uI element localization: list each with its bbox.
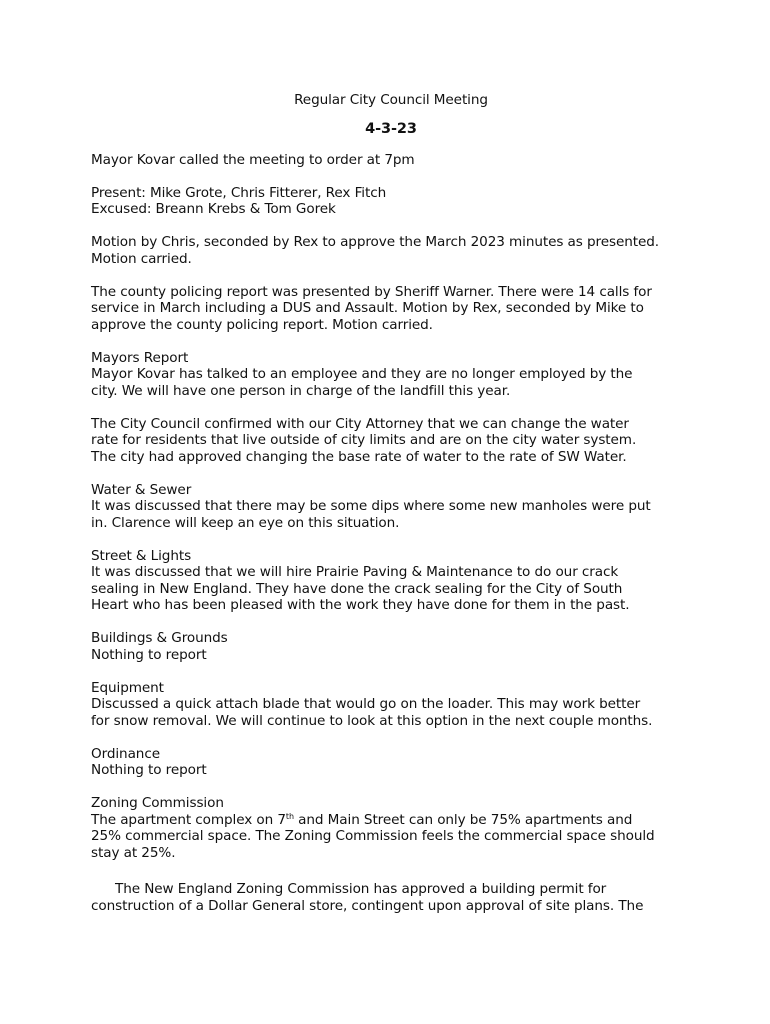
ordinance-heading: Ordinance <box>91 745 160 762</box>
zoning-commission-body <box>91 812 691 862</box>
water-sewer-body: It was discussed that there may be some dips where some new manholes were put in. Clarence will keep an eye on this situation. <box>91 498 651 531</box>
document-page <box>91 92 691 914</box>
water-sewer-heading: Water & Sewer <box>91 481 192 498</box>
zoning-body-rest: and Main Street can only be 75% apartments and 25% commercial space. The Zoning Commission feels the commercial space should stay at 25%. <box>91 811 655 861</box>
ordinal-suffix: th <box>285 811 294 821</box>
attendance-excused: Excused: Breann Krebs & Tom Gorek <box>91 201 336 217</box>
water-rate-paragraph: The City Council confirmed with our City Attorney that we can change the water rate for residents that live outside of city limits and are on the city water system. The city had approved changing the base rate of water to the rate of SW Water. <box>91 415 637 465</box>
buildings-grounds-body: Nothing to report <box>91 646 207 663</box>
call-to-order: Mayor Kovar called the meeting to order at 7pm <box>91 151 415 168</box>
document-title: Regular City Council Meeting <box>294 92 488 108</box>
equipment-body: Discussed a quick attach blade that would go on the loader. This may work better for snow removal. We will continue to look at this option in the next couple months. <box>91 696 653 729</box>
dollar-general-paragraph: The New England Zoning Commission has approved a building permit for construction of a Dollar General store, contingent upon approval of site plans. The <box>91 881 644 914</box>
zoning-body-start: The apartment complex on 7 <box>91 811 286 828</box>
minutes-motion: Motion by Chris, seconded by Rex to approve the March 2023 minutes as presented. Motion carried. <box>91 234 659 267</box>
policing-report: The county policing report was presented by Sheriff Warner. There were 14 calls for service in March including a DUS and Assault. Motion by Rex, seconded by Mike to approve the county policing report. Motion carried. <box>91 283 652 333</box>
mayors-report-heading: Mayors Report <box>91 349 189 366</box>
mayors-report-body: Mayor Kovar has talked to an employee and they are no longer employed by the city. We will have one person in charge of the landfill this year. <box>91 366 633 399</box>
ordinance-body: Nothing to report <box>91 762 207 778</box>
buildings-grounds-heading: Buildings & Grounds <box>91 630 228 646</box>
zoning-commission-heading: Zoning Commission <box>91 795 224 811</box>
street-lights-heading: Street & Lights <box>91 547 192 564</box>
attendance-present: Present: Mike Grote, Chris Fitterer, Rex Fitch <box>91 184 387 201</box>
street-lights-body: It was discussed that we will hire Prairie Paving & Maintenance to do our crack sealing in New England. They have done the crack sealing for the City of South Heart who has been pleased with the work they have done for them in the past. <box>91 564 630 613</box>
meeting-date: 4-3-23 <box>365 120 417 137</box>
equipment-heading: Equipment <box>91 679 164 696</box>
